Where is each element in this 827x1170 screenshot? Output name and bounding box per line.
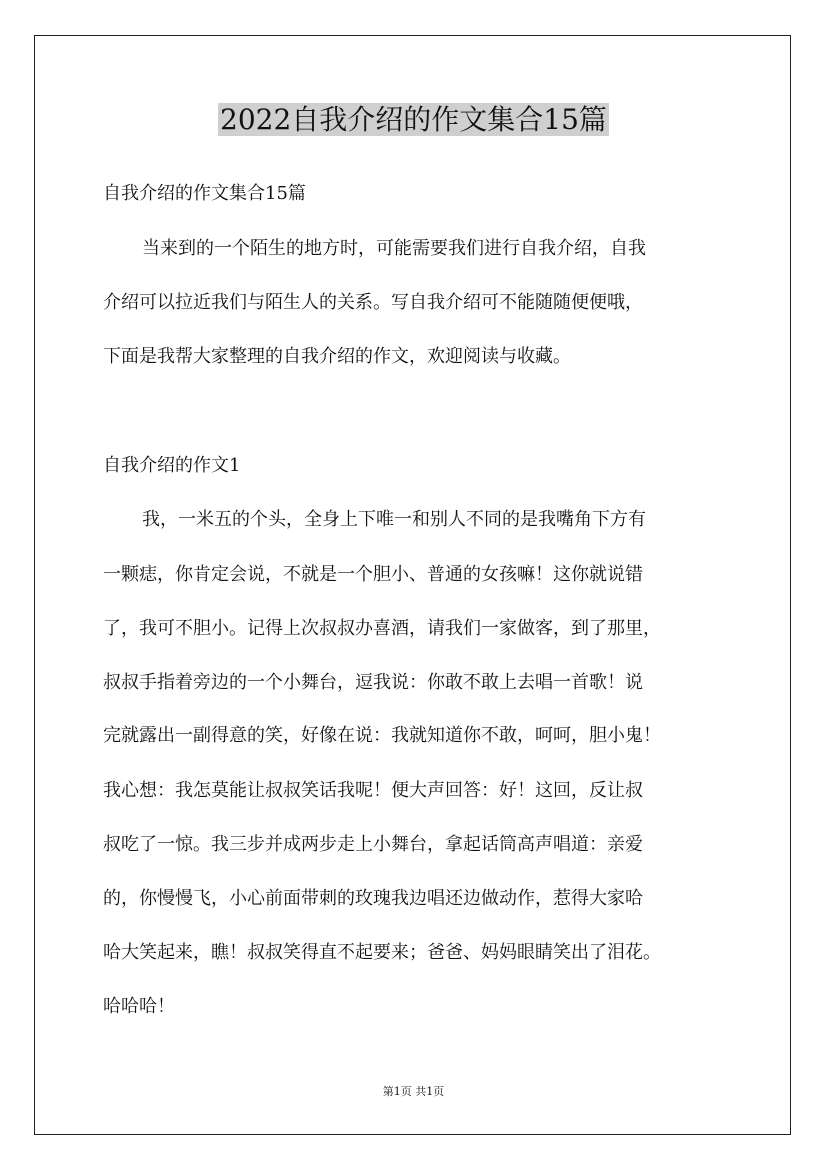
subtitle: 自我介绍的作文集合15篇 [103,183,306,204]
intro-line-1: 当来到的一个陌生的地方时，可能需要我们进行自我介绍，自我 [142,238,646,259]
intro-line-3: 下面是我帮大家整理的自我介绍的作文，欢迎阅读与收藏。 [103,346,571,367]
essay-line-4: 叔叔手指着旁边的一个小舞台，逗我说：你敢不敢上去唱一首歌！说 [103,672,643,693]
essay-line-8: 的，你慢慢飞，小心前面带刺的玫瑰我边唱还边做动作，惹得大家哈 [103,888,643,909]
essay-line-1: 我，一米五的个头，全身上下唯一和别人不同的是我嘴角下方有 [142,509,646,530]
essay-line-6: 我心想：我怎莫能让叔叔笑话我呢！便大声回答：好！这回，反让叔 [103,780,643,801]
essay-line-2: 一颗痣，你肯定会说，不就是一个胆小、普通的女孩嘛！这你就说错 [103,564,643,585]
document-title [0,100,827,140]
essay-line-7: 叔吃了一惊。我三步并成两步走上小舞台，拿起话筒高声唱道：亲爱 [103,834,643,855]
essay-line-9: 哈大笑起来，瞧！叔叔笑得直不起要来；爸爸、妈妈眼睛笑出了泪花。 [103,942,661,963]
essay-line-3: 了，我可不胆小。记得上次叔叔办喜酒，请我们一家做客，到了那里， [103,618,661,639]
section-heading: 自我介绍的作文1 [103,455,241,476]
intro-line-2: 介绍可以拉近我们与陌生人的关系。写自我介绍可不能随随便便哦， [103,292,643,313]
page-number: 第1页 共1页 [382,1085,445,1098]
essay-line-5: 完就露出一副得意的笑，好像在说：我就知道你不敢，呵呵，胆小鬼！ [103,725,661,746]
essay-line-10: 哈哈哈！ [103,996,175,1017]
document-title-text: 2022自我介绍的作文集合15篇 [220,103,607,136]
